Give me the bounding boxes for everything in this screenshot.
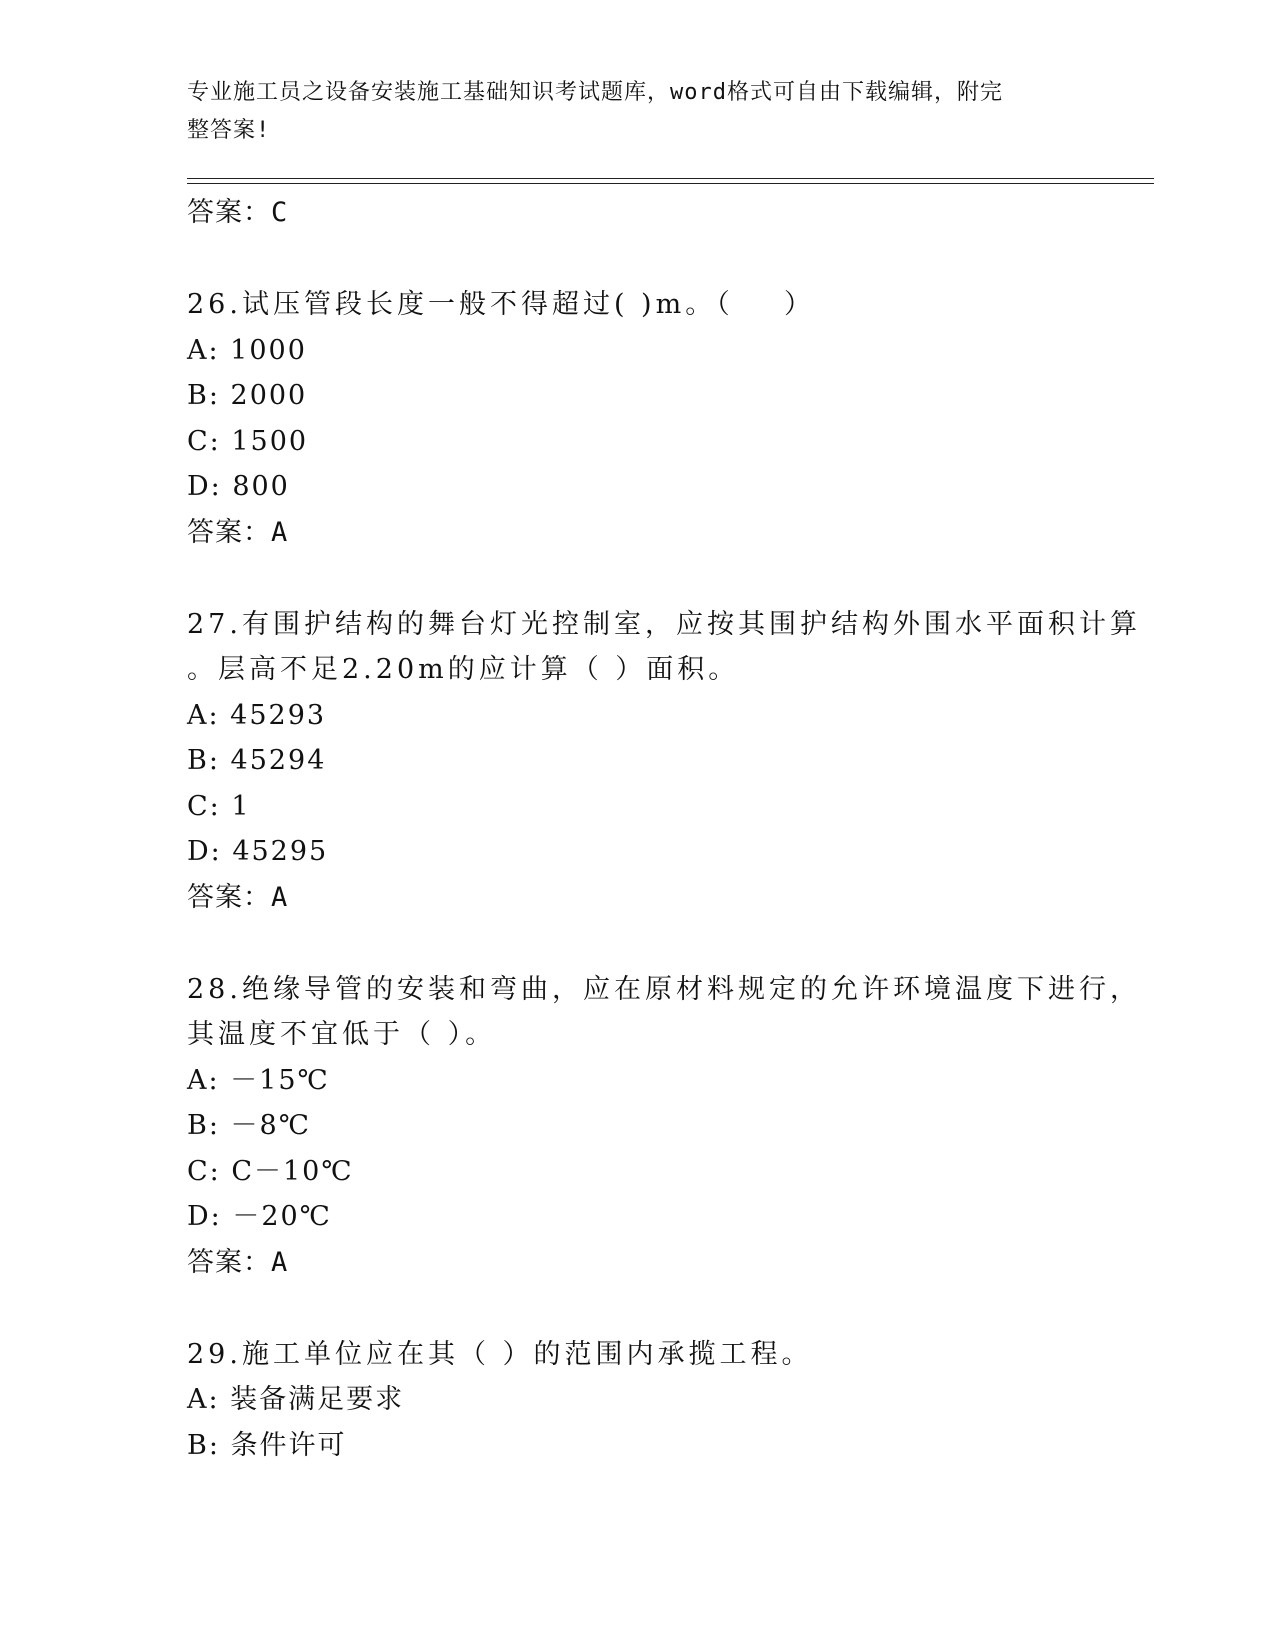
question-text-line-2: 其温度不宜低于（ ）。	[187, 1019, 497, 1050]
spacer	[187, 920, 1157, 967]
option-a: A: 1000	[187, 334, 307, 366]
option-a: A: 45293	[187, 699, 327, 731]
question-list	[187, 190, 1157, 1468]
option-b: B: －8℃	[187, 1110, 311, 1141]
option-a: A: 装备满足要求	[187, 1384, 405, 1415]
document-header	[187, 74, 1067, 150]
option-c: C: 1500	[187, 425, 309, 457]
question-29	[187, 1332, 1157, 1469]
question-text: 26.试压管段长度一般不得超过( )m。（ ）	[187, 289, 816, 320]
question-text-line-1: 28.绝缘导管的安装和弯曲，应在原材料规定的允许环境温度下进行，	[187, 973, 1141, 1005]
option-b: B: 条件许可	[187, 1429, 347, 1461]
header-divider-top	[187, 178, 1154, 179]
header-line-2: 整答案!	[187, 118, 271, 143]
header-line-1: 专业施工员之设备安装施工基础知识考试题库，word格式可自由下载编辑，附完	[187, 80, 1003, 105]
header-divider-bottom	[187, 183, 1154, 184]
spacer	[187, 555, 1157, 602]
option-b: B: 2000	[187, 380, 308, 411]
option-c: C: C－10℃	[187, 1155, 354, 1187]
option-c: C: 1	[187, 790, 251, 822]
answer-line: 答案：A	[187, 881, 289, 913]
option-b: B: 45294	[187, 745, 327, 776]
question-27	[187, 602, 1157, 920]
option-a: A: －15℃	[187, 1064, 330, 1096]
spacer	[187, 235, 1157, 282]
answer-line: 答案：A	[187, 516, 289, 548]
option-d: D: 45295	[187, 836, 329, 867]
option-d: D: －20℃	[187, 1201, 332, 1232]
spacer	[187, 1285, 1157, 1332]
question-text: 29.施工单位应在其（ ）的范围内承揽工程。	[187, 1338, 813, 1370]
option-d: D: 800	[187, 471, 290, 502]
question-26	[187, 282, 1157, 555]
question-28	[187, 967, 1157, 1285]
answer-line: 答案：C	[187, 197, 289, 228]
question-text-line-2: 。层高不足2.20m的应计算（ ）面积。	[187, 654, 740, 685]
answer-line: 答案：A	[187, 1246, 289, 1278]
question-text-line-1: 27.有围护结构的舞台灯光控制室，应按其围护结构外围水平面积计算	[187, 608, 1141, 640]
